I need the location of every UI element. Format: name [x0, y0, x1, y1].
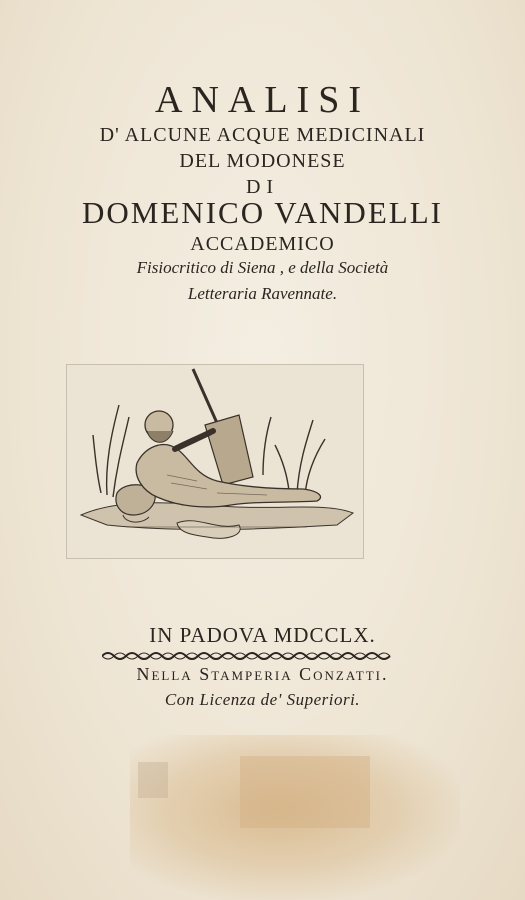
by-line: DI — [245, 176, 280, 198]
river-god-engraving-icon — [66, 364, 364, 559]
imprint-printer: Nella Stamperia Conzatti. — [136, 664, 389, 684]
author-role: ACCADEMICO — [190, 233, 335, 255]
paper-stain — [130, 735, 460, 900]
affiliation-line-2: Letteraria Ravennate. — [187, 284, 338, 303]
paper-stain-patch — [240, 756, 370, 828]
paper-stain-spot — [138, 762, 168, 798]
author-name: DOMENICO VANDELLI — [82, 195, 443, 230]
ornamental-rule-icon — [102, 649, 400, 661]
subtitle-line-2: DEL MODONESE — [179, 150, 346, 172]
imprint-place-date: IN PADOVA MDCCLX. — [149, 623, 376, 647]
imprint-license: Con Licenza de' Superiori. — [164, 690, 361, 709]
affiliation-line-1: Fisiocritico di Siena , e della Società — [136, 258, 389, 277]
subtitle-line-1: D' ALCUNE ACQUE MEDICINALI — [99, 124, 426, 146]
book-title: ANALISI — [155, 79, 370, 121]
